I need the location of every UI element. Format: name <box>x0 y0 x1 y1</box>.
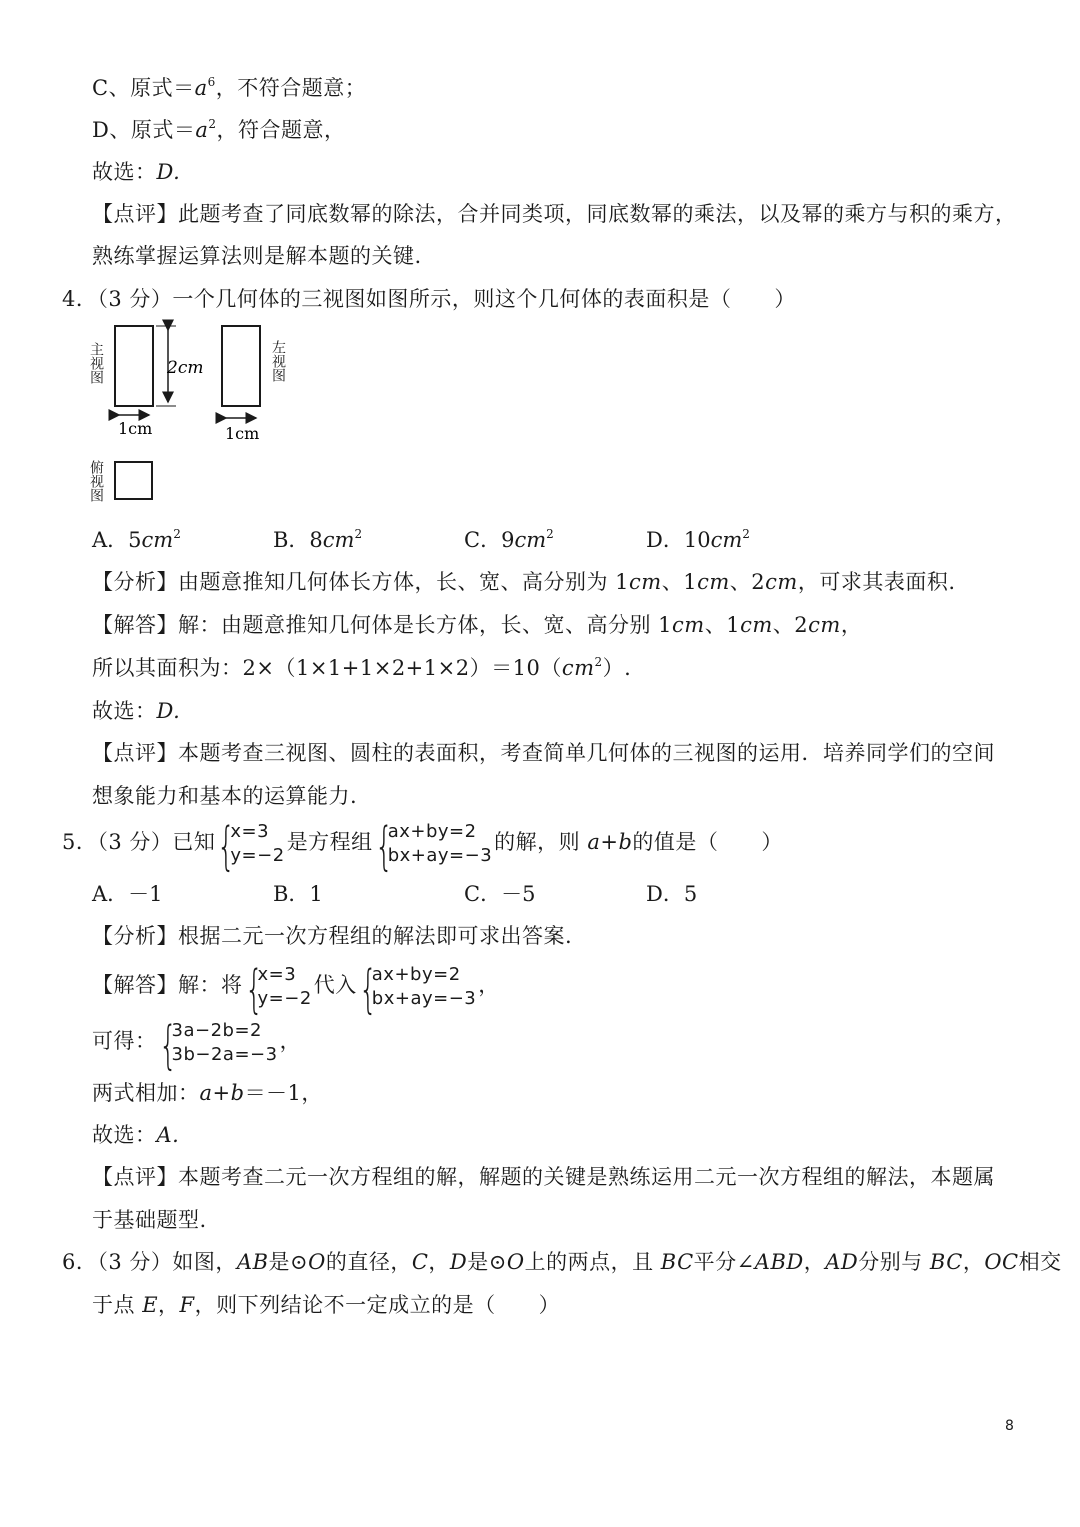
q5-sum-line: 两式相加：a+b＝－1， <box>92 1081 323 1105</box>
q5-stem: 5．（3 分）已知 { x=3 y=−2 是方程组 { ax+by=2 bx+ay=−3 的解，则 a+b的值是（ ） <box>62 816 783 877</box>
q5-option-d: D．5 <box>646 882 698 906</box>
q4-option-c: C．$9cm^2$ <box>464 527 554 552</box>
q5-comment-line1: 【点评】本题考查二元一次方程组的解，解题的关键是熟练运用二元一次方程组的解法，本题属 <box>92 1165 995 1189</box>
side-width-label: 1cm <box>225 424 260 443</box>
page-number: 8 <box>1005 1418 1014 1434</box>
side-view-rect <box>222 326 260 406</box>
top-view-rect <box>115 462 152 499</box>
q4-option-a: A．$5cm^2$ <box>92 527 181 552</box>
q5-obtained-system-line: 可得： { 3a−2b=2 3b−2a=−3 ， <box>92 1015 302 1076</box>
q5-substitute-system: { ax+by=2 bx+ay=−3 <box>358 959 477 1020</box>
q4-option-b: B．$8cm^2$ <box>273 527 363 552</box>
q5-analysis: 【分析】根据二元一次方程组的解法即可求出答案. <box>92 924 573 948</box>
top-view-vertical-label: 俯视图 <box>88 460 104 502</box>
q4-analysis: 【分析】由题意推知几何体长方体，长、宽、高分别为 1cm、1cm、2cm，可求其表面积. <box>92 570 956 594</box>
q4-stem: 4．（3 分）一个几何体的三视图如图所示，则这个几何体的表面积是（ ） <box>62 287 796 311</box>
front-view-vertical-label: 主视图 <box>88 342 104 384</box>
q5-option-b: B．1 <box>273 882 323 906</box>
q4-comment-line1: 【点评】本题考查三视图、圆柱的表面积，考查简单几何体的三视图的运用．培养同学们的空间 <box>92 741 995 765</box>
q5-solution-system: { x=3 y=−2 <box>217 816 285 877</box>
q6-stem-line2: 于点 E，F，则下列结论不一定成立的是（ ） <box>92 1293 561 1317</box>
q4-solution-line2: 所以其面积为：$2\times(1\times 1+1\times 2+1\times 2)=10(cm^2)$. <box>92 655 632 680</box>
q5-equation-system: { ax+by=2 bx+ay=−3 <box>374 816 493 877</box>
prev-option-c: C、原式$=a^6$，不符合题意； <box>92 75 367 100</box>
height-label: 2cm <box>167 358 204 378</box>
q5-choose: 故选：A. <box>92 1123 180 1147</box>
q4-solution-line1: 【解答】解：由题意推知几何体是长方体，长、宽、高分别 1cm、1cm、2cm， <box>92 613 863 637</box>
prev-comment-line2: 熟练掌握运算法则是解本题的关键. <box>92 244 422 268</box>
q6-stem-line1: 6．（3 分）如图，AB是⊙O的直径，C，D是⊙O上的两点，且 BC平分∠ABD，AD分别与 BC，OC相交 <box>62 1250 1062 1274</box>
q4-choose: 故选：D. <box>92 699 181 723</box>
q5-solution-line1: 【解答】解：将 { x=3 y=−2 代入 { ax+by=2 bx+ay=−3 ， <box>92 959 500 1020</box>
q5-option-c: C．－5 <box>464 882 536 906</box>
q5-substitute-solution: { x=3 y=−2 <box>244 959 312 1020</box>
q5-option-a: A．－1 <box>92 882 163 906</box>
q5-obtained-system: { 3a−2b=2 3b−2a=−3 <box>158 1015 278 1076</box>
q5-comment-line2: 于基础题型. <box>92 1208 207 1232</box>
side-view-vertical-label: 左视图 <box>270 340 286 382</box>
prev-comment-line1: 【点评】此题考查了同底数幂的除法，合并同类项，同底数幂的乘法，以及幂的乘方与积的乘方， <box>92 202 1017 226</box>
prev-option-d: D、原式$=a^2$，符合题意， <box>92 117 346 142</box>
q4-comment-line2: 想象能力和基本的运算能力. <box>92 784 358 808</box>
front-width-label: 1cm <box>118 419 153 438</box>
q4-option-d: D．$10cm^2$ <box>646 527 750 552</box>
front-view-rect <box>115 326 153 406</box>
prev-choose: 故选：D. <box>92 160 181 184</box>
